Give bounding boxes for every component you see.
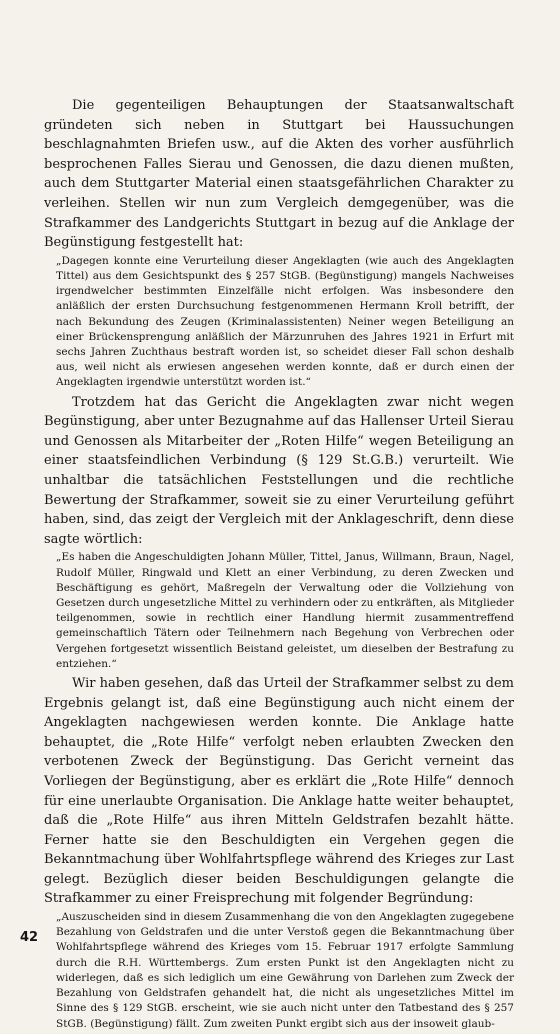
quote-begunstigung: „Dagegen konnte eine Verurteilung dieser Angeklagten (wie auch des Angeklagten Tittel) aus dem Gesichtspunkt des § 257 StGB. (Begünstigung) mangels Nachweises irgendwelcher bestimmten Einzelfälle nicht erfolgen. Was insbesondere den anläßlich der ersten Durchsuchung festgenommenen Hermann Kroll betrifft, der nach Bekundung des Zeugen (Kriminalassistenten) Neiner wegen Beteiligung an einer Brückensprengung anläßlich der Märzunruhen des Jahres 1921 in Erfurt mit sechs Jahren Zuchthaus bestraft worden ist, so scheidet dieser Fall schon deshalb aus, weil nicht als erwiesen angesehen werden konnte, daß er durch einen der Angeklagten irgendwie unterstützt worden ist.“: [56, 254, 514, 389]
quote-anklageschrift: „Es haben die Angeschuldigten Johann Müller, Tittel, Janus, Willmann, Braun, Nagel, Rudolf Müller, Ringwald und Klett an einer Verbindung, zu deren Zwecken und Beschäftigung es gehört, Maßregeln der Verwaltung oder die Vollziehung von Gesetzen durch ungesetzliche Mittel zu verhindern oder zu entkräften, als Mitglieder teilgenommen, sowie in rechtlich einer Handlung hiermit zusammentreffend gemeinschaftlich Tätern oder Teilnehmern nach Begehung von Verbrechen oder Vergehen fortgesetzt wissentlich Beistand geleistet, um dieselben der Bestrafung zu entziehen.“: [56, 551, 514, 670]
paragraph-1: Die gegenteiligen Behauptungen der Staatsanwaltschaft gründeten sich neben in Stuttgart bei Haussuchungen beschlagnahmten Briefen usw., auf die Akten des vorher ausführlich besprochenen Falles Sierau und Genossen, die dazu dienen mußten, auch dem Stuttgarter Material einen staatsgefährlichen Charakter zu verleihen. Stellen wir nun zum Vergleich demgegenüber, was die Strafkammer des Landgerichts Stuttgart in bezug auf die Anklage der Begünstigung festgestellt hat:: [44, 98, 514, 251]
page-body: [44, 96, 514, 1034]
paragraph-2: Trotzdem hat das Gericht die Angeklagten zwar nicht wegen Begünstigung, aber unter Bezugnahme auf das Hallenser Urteil Sierau und Genossen als Mitarbeiter der „Roten Hilfe“ wegen Beteiligung an einer staatsfeindlichen Verbindung (§ 129 St.G.B.) verurteilt. Wie unhaltbar die tatsächlichen Feststellungen und die rechtliche Bewertung der Strafkammer, soweit sie zu einer Verurteilung geführt haben, sind, das zeigt der Vergleich mit der Anklageschrift, denn diese sagte wörtlich:: [44, 394, 514, 547]
page-number: 42: [20, 930, 39, 945]
paragraph-3: Wir haben gesehen, daß das Urteil der Strafkammer selbst zu dem Ergebnis gelangt ist, daß eine Begünstigung auch nicht einem der Angeklagten nachgewiesen werden konnte. Die Anklage hatte behauptet, die „Rote Hilfe“ verfolgt neben erlaubten Zwecken den verbotenen Zweck der Begünstigung. Das Gericht verneint das Vorliegen der Begünstigung, aber es erklärt die „Rote Hilfe“ dennoch für eine unerlaubte Organisation. Die Anklage hatte weiter behauptet, daß die „Rote Hilfe“ aus ihren Mitteln Geldstrafen bezahlt hätte. Ferner hatte sie den Beschuldigten ein Vergehen gegen die Bekanntmachung über Wohlfahrtspflege während des Krieges zur Last gelegt. Bezüglich dieser beiden Beschuldigungen gelangte die Strafkammer zu einer Freisprechung mit folgender Begründung:: [44, 675, 514, 907]
quote-begruendung: „Auszuscheiden sind in diesem Zusammenhang die von den Angeklagten zugegebene Bezahlung von Geldstrafen und die unter Verstoß gegen die Bekanntmachung über Wohlfahrtspflege während des Krieges vom 15. Februar 1917 erfolgte Sammlung durch die R.H. Württembergs. Zum ersten Punkt ist den Angeklagten nicht zu widerlegen, daß es sich lediglich um eine Gewährung von Darlehen zum Zweck der Bezahlung von Geldstrafen gehandelt hat, die nicht als ungesetzliches Mittel im Sinne des § 129 StGB. erscheint, wie sie auch nicht unter den Tatbestand des § 257 StGB. (Begünstigung) fällt. Zum zweiten Punkt ergibt sich aus der insoweit glaub-: [56, 911, 514, 1030]
